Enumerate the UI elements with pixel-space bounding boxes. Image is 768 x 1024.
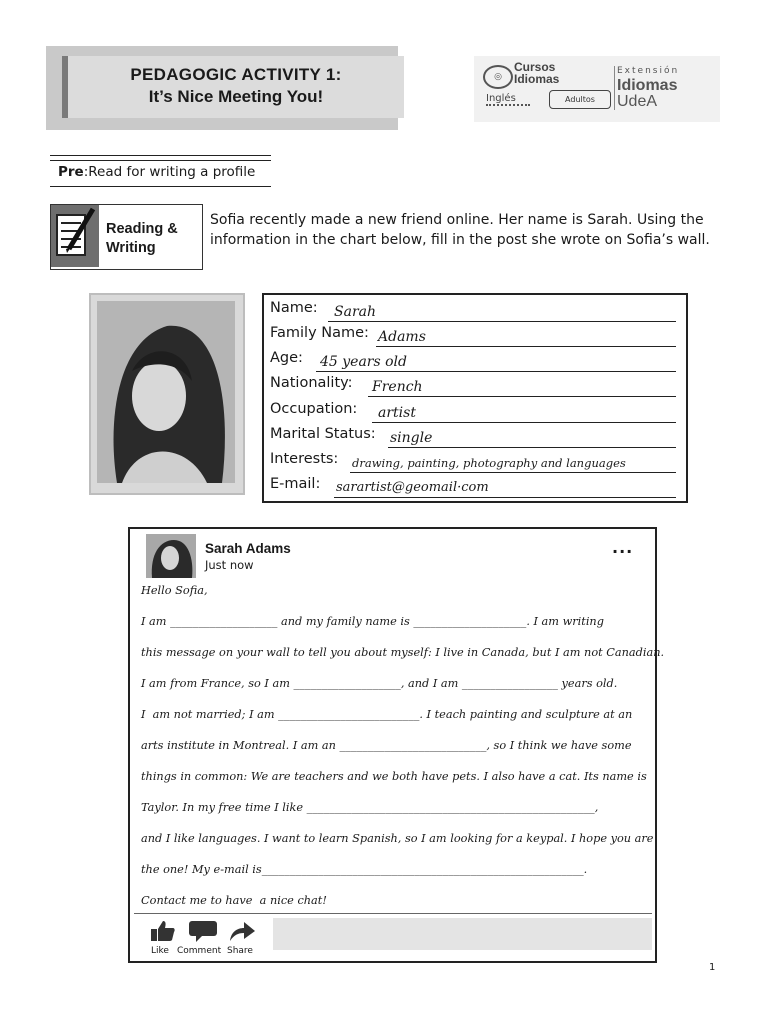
instructions	[210, 210, 730, 250]
occupation-label: Occupation:	[270, 401, 358, 417]
name-underline	[328, 321, 676, 322]
pre-rule-top	[50, 155, 271, 161]
notebook-pencil-icon	[51, 205, 99, 267]
nationality-value: French	[372, 379, 423, 395]
post-line: I am not married; I am _________________________. I teach painting and sculpture at an	[141, 708, 633, 721]
post-line: arts institute in Montreal. I am an __________________________, so I think we have some	[141, 739, 632, 752]
age-label: Age:	[270, 350, 303, 366]
marital-status-underline	[388, 447, 676, 448]
comment-button[interactable]: Comment	[177, 946, 222, 956]
age-value: 45 years old	[320, 354, 408, 370]
post-timestamp[interactable]: Just now	[205, 558, 254, 572]
profile-row-interests	[270, 451, 676, 475]
page-number: 1	[709, 962, 716, 973]
interests-value: drawing, painting, photography and languages	[352, 456, 626, 470]
profile-row-occupation	[270, 401, 676, 425]
cursos-idiomas-logo	[474, 56, 720, 122]
email-underline	[334, 497, 676, 498]
speech-bubbles-icon: ◎	[483, 65, 513, 89]
occupation-underline	[372, 422, 676, 423]
profile-row-name	[270, 300, 676, 324]
nationality-underline	[368, 396, 676, 397]
avatar[interactable]	[146, 534, 196, 578]
interests-label: Interests:	[270, 451, 339, 467]
profile-row-age	[270, 350, 676, 374]
comment-bar[interactable]	[273, 918, 652, 950]
post-line: things in common: We are teachers and we both have pets. I also have a cat. Its name is	[141, 770, 647, 783]
logo-adultos: Adultos	[549, 90, 611, 109]
pre-text: :Read for writing a profile	[83, 164, 256, 180]
name-label: Name:	[270, 300, 318, 316]
pre-rule-bottom	[50, 186, 271, 187]
post-line: the one! My e-mail is_________________________________________________________.	[141, 863, 588, 876]
activity-title: PEDAGOGIC ACTIVITY 1:	[130, 65, 342, 84]
skill-label-line1: Reading &	[106, 221, 178, 237]
nationality-label: Nationality:	[270, 375, 353, 391]
logo-udea: UdeA	[617, 93, 658, 110]
comment-icon[interactable]	[188, 920, 214, 942]
share-arrow-icon[interactable]	[228, 920, 254, 942]
marital-status-value: single	[390, 430, 433, 446]
logo-idiomas: Idiomas	[617, 77, 678, 94]
logo-cursos-text	[514, 61, 559, 85]
post-line: Taylor. In my free time I like ___________________________________________________,	[141, 801, 599, 814]
occupation-value: artist	[378, 405, 416, 421]
post-line: and I like languages. I want to learn Spanish, so I am looking for a keypal. I hope you are	[141, 832, 654, 845]
instructions-line1: Sofia recently made a new friend online. Her name is Sarah. Using the	[210, 212, 704, 228]
logo-cursos-word: Cursos	[514, 60, 556, 74]
like-button[interactable]: Like	[151, 946, 169, 956]
more-options-icon[interactable]: ...	[612, 538, 634, 557]
post-line: I am ___________________ and my family name is ____________________. I am writing	[141, 615, 604, 628]
post-line: Hello Sofia,	[141, 584, 208, 597]
email-label: E-mail:	[270, 476, 321, 492]
title-banner	[62, 56, 404, 118]
post-line: Contact me to have a nice chat!	[141, 894, 327, 907]
post-line: this message on your wall to tell you about myself: I live in Canada, but I am not Canadian.	[141, 646, 665, 659]
family-name-value: Adams	[378, 329, 426, 345]
instructions-line2: information in the chart below, fill in the post she wrote on Sofia’s wall.	[210, 232, 710, 248]
email-value: sarartist@geomail·com	[336, 480, 489, 495]
interests-underline	[350, 472, 676, 473]
activity-subtitle: It’s Nice Meeting You!	[148, 87, 324, 106]
profile-row-marital-status	[270, 426, 676, 450]
age-underline	[316, 371, 676, 372]
logo-ingles: Inglés	[486, 93, 530, 106]
skill-label	[106, 220, 178, 258]
pre-label: Pre	[58, 164, 84, 180]
post-author[interactable]: Sarah Adams	[205, 541, 291, 556]
logo-divider	[614, 66, 615, 110]
profile-row-email	[270, 476, 676, 500]
post-divider	[134, 913, 652, 914]
family-name-label: Family Name:	[270, 325, 369, 341]
name-value: Sarah	[334, 304, 376, 320]
family-name-underline	[376, 346, 676, 347]
profile-row-family-name	[270, 325, 676, 349]
pre-heading	[58, 164, 255, 180]
skill-label-line2: Writing	[106, 240, 156, 256]
logo-idiomas-small: Idiomas	[514, 72, 560, 86]
share-button[interactable]: Share	[227, 946, 253, 956]
sarah-photo	[97, 301, 235, 483]
marital-status-label: Marital Status:	[270, 426, 376, 442]
post-line: I am from France, so I am ___________________, and I am _________________ years old.	[141, 677, 618, 690]
profile-row-nationality	[270, 375, 676, 399]
logo-extension: Extensión	[617, 66, 680, 76]
thumbs-up-icon[interactable]	[150, 920, 176, 942]
